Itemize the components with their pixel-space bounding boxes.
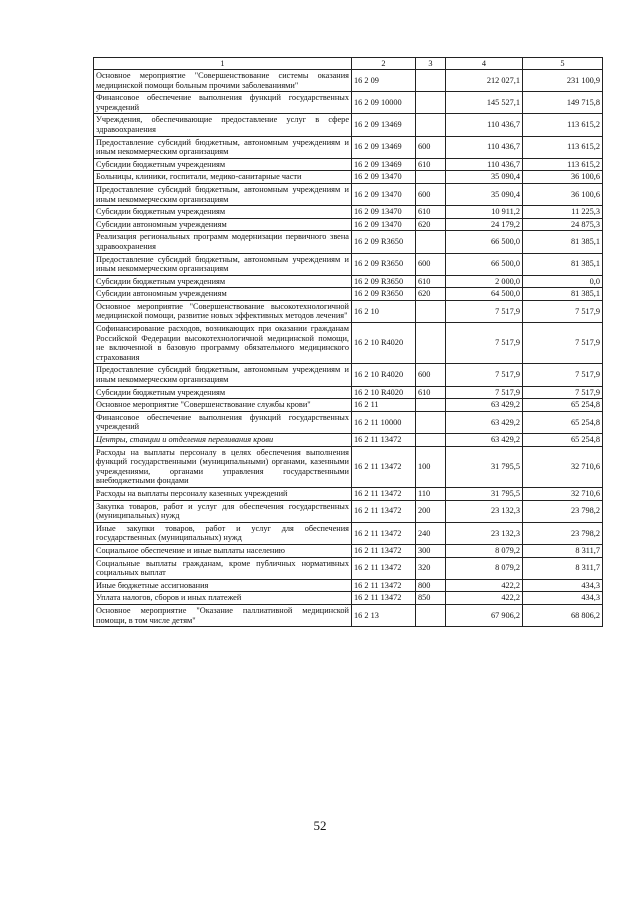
table-row <box>94 92 603 114</box>
row-value-col5: 11 225,3 <box>523 206 603 219</box>
page-number: 52 <box>313 818 327 833</box>
table-row <box>94 500 603 522</box>
row-value-col5: 68 806,2 <box>523 604 603 626</box>
row-name: Уплата налогов, сборов и иных платежей <box>94 592 352 605</box>
row-expense-type: 610 <box>416 386 446 399</box>
row-code: 16 2 11 10000 <box>352 411 416 433</box>
table-row <box>94 522 603 544</box>
row-value-col4: 7 517,9 <box>446 300 523 322</box>
row-expense-type: 800 <box>416 579 446 592</box>
row-expense-type: 600 <box>416 136 446 158</box>
table-row <box>94 206 603 219</box>
table-row <box>94 323 603 364</box>
table-row <box>94 544 603 557</box>
row-value-col4: 7 517,9 <box>446 323 523 364</box>
row-name: Основное мероприятие "Совершенствование высокотехнологичной медицинской помощи, развитие новых эффективных методов лечения" <box>94 300 352 322</box>
row-value-col4: 10 911,2 <box>446 206 523 219</box>
row-value-col4: 7 517,9 <box>446 364 523 386</box>
row-value-col4: 212 027,1 <box>446 70 523 92</box>
row-code: 16 2 13 <box>352 604 416 626</box>
row-name: Основное мероприятие "Совершенствование службы крови" <box>94 399 352 412</box>
row-expense-type: 200 <box>416 500 446 522</box>
row-name: Предоставление субсидий бюджетным, автономным учреждениям и иным некоммерческим организациям <box>94 253 352 275</box>
row-code: 16 2 09 R3650 <box>352 288 416 301</box>
row-code: 16 2 11 13472 <box>352 500 416 522</box>
row-value-col4: 67 906,2 <box>446 604 523 626</box>
row-name: Основное мероприятие "Совершенствование системы оказания медицинской помощи больным прочими заболеваниями" <box>94 70 352 92</box>
row-code: 16 2 11 13472 <box>352 434 416 447</box>
table-row <box>94 364 603 386</box>
row-value-col5: 113 615,2 <box>523 158 603 171</box>
budget-table <box>93 57 603 627</box>
row-code: 16 2 09 R3650 <box>352 253 416 275</box>
table-row <box>94 70 603 92</box>
row-code: 16 2 10 R4020 <box>352 323 416 364</box>
row-value-col4: 422,2 <box>446 579 523 592</box>
row-code: 16 2 11 13472 <box>352 557 416 579</box>
row-expense-type: 320 <box>416 557 446 579</box>
table-row <box>94 434 603 447</box>
table-row <box>94 446 603 487</box>
table-row <box>94 275 603 288</box>
row-expense-type: 620 <box>416 288 446 301</box>
table-row <box>94 171 603 184</box>
row-expense-type: 100 <box>416 446 446 487</box>
row-expense-type <box>416 434 446 447</box>
row-expense-type <box>416 231 446 253</box>
column-header-4: 4 <box>446 58 523 70</box>
row-name: Социальное обеспечение и иные выплаты населению <box>94 544 352 557</box>
table-row <box>94 158 603 171</box>
row-value-col4: 35 090,4 <box>446 171 523 184</box>
table-row <box>94 399 603 412</box>
row-name: Финансовое обеспечение выполнения функций государственных учреждений <box>94 92 352 114</box>
row-value-col5: 36 100,6 <box>523 171 603 184</box>
row-value-col5: 7 517,9 <box>523 300 603 322</box>
row-name: Больницы, клиники, госпитали, медико-санитарные части <box>94 171 352 184</box>
row-name: Субсидии бюджетным учреждениям <box>94 275 352 288</box>
table-row <box>94 557 603 579</box>
column-header-3: 3 <box>416 58 446 70</box>
row-expense-type: 610 <box>416 275 446 288</box>
row-expense-type <box>416 411 446 433</box>
table-row <box>94 218 603 231</box>
row-name: Предоставление субсидий бюджетным, автономным учреждениям и иным некоммерческим организациям <box>94 364 352 386</box>
row-name: Предоставление субсидий бюджетным, автономным учреждениям и иным некоммерческим организациям <box>94 183 352 205</box>
row-value-col4: 8 079,2 <box>446 544 523 557</box>
row-value-col5: 8 311,7 <box>523 557 603 579</box>
row-name: Субсидии бюджетным учреждениям <box>94 386 352 399</box>
row-name: Расходы на выплаты персоналу казенных учреждений <box>94 487 352 500</box>
row-value-col5: 0,0 <box>523 275 603 288</box>
table-row <box>94 411 603 433</box>
table-row <box>94 592 603 605</box>
row-value-col5: 113 615,2 <box>523 114 603 136</box>
row-value-col4: 35 090,4 <box>446 183 523 205</box>
row-expense-type: 600 <box>416 183 446 205</box>
row-value-col5: 24 875,3 <box>523 218 603 231</box>
row-expense-type <box>416 70 446 92</box>
row-expense-type: 110 <box>416 487 446 500</box>
row-value-col4: 110 436,7 <box>446 114 523 136</box>
row-name: Софинансирование расходов, возникающих при оказании гражданам Российской Федерации высокотехнологичной медицинской помощи, не включенной в базовую программу обязательного медицинского страхования <box>94 323 352 364</box>
row-value-col4: 7 517,9 <box>446 386 523 399</box>
row-code: 16 2 11 <box>352 399 416 412</box>
row-value-col4: 63 429,2 <box>446 434 523 447</box>
table-row <box>94 579 603 592</box>
table-header-row <box>94 58 603 70</box>
column-header-1: 1 <box>94 58 352 70</box>
row-value-col5: 81 385,1 <box>523 288 603 301</box>
row-value-col4: 2 000,0 <box>446 275 523 288</box>
row-value-col5: 65 254,8 <box>523 411 603 433</box>
row-name: Основное мероприятие "Оказание паллиативной медицинской помощи, в том числе детям" <box>94 604 352 626</box>
row-name: Реализация региональных программ модернизации первичного звена здравоохранения <box>94 231 352 253</box>
row-value-col5: 32 710,6 <box>523 446 603 487</box>
row-value-col5: 434,3 <box>523 592 603 605</box>
row-value-col4: 63 429,2 <box>446 411 523 433</box>
row-name: Расходы на выплаты персоналу в целях обеспечения выполнения функций государственными (муниципальными) органами, казенными учреждениями, органами управления государственными внебюджетными фондами <box>94 446 352 487</box>
row-expense-type: 240 <box>416 522 446 544</box>
row-value-col4: 110 436,7 <box>446 158 523 171</box>
row-expense-type <box>416 300 446 322</box>
row-value-col5: 8 311,7 <box>523 544 603 557</box>
row-value-col4: 422,2 <box>446 592 523 605</box>
column-header-5: 5 <box>523 58 603 70</box>
row-expense-type <box>416 399 446 412</box>
row-value-col4: 110 436,7 <box>446 136 523 158</box>
row-name: Закупка товаров, работ и услуг для обеспечения государственных (муниципальных) нужд <box>94 500 352 522</box>
row-code: 16 2 11 13472 <box>352 487 416 500</box>
row-name: Субсидии автономным учреждениям <box>94 288 352 301</box>
row-value-col5: 149 715,8 <box>523 92 603 114</box>
row-name: Субсидии автономным учреждениям <box>94 218 352 231</box>
row-value-col4: 66 500,0 <box>446 231 523 253</box>
row-value-col5: 231 100,9 <box>523 70 603 92</box>
table-body <box>94 70 603 627</box>
row-name: Финансовое обеспечение выполнения функций государственных учреждений <box>94 411 352 433</box>
table-row <box>94 300 603 322</box>
row-code: 16 2 11 13472 <box>352 592 416 605</box>
row-code: 16 2 09 13470 <box>352 183 416 205</box>
table-row <box>94 183 603 205</box>
row-value-col4: 24 179,2 <box>446 218 523 231</box>
row-code: 16 2 09 <box>352 70 416 92</box>
row-value-col5: 23 798,2 <box>523 522 603 544</box>
row-code: 16 2 10 <box>352 300 416 322</box>
row-expense-type: 610 <box>416 206 446 219</box>
table-row <box>94 231 603 253</box>
row-value-col5: 65 254,8 <box>523 434 603 447</box>
table-row <box>94 253 603 275</box>
row-name: Социальные выплаты гражданам, кроме публичных нормативных социальных выплат <box>94 557 352 579</box>
row-code: 16 2 09 13470 <box>352 218 416 231</box>
row-value-col4: 66 500,0 <box>446 253 523 275</box>
row-code: 16 2 09 13470 <box>352 206 416 219</box>
row-code: 16 2 11 13472 <box>352 544 416 557</box>
row-expense-type: 600 <box>416 364 446 386</box>
row-code: 16 2 09 13469 <box>352 114 416 136</box>
row-value-col4: 31 795,5 <box>446 446 523 487</box>
row-value-col5: 7 517,9 <box>523 364 603 386</box>
row-expense-type: 610 <box>416 158 446 171</box>
row-value-col4: 31 795,5 <box>446 487 523 500</box>
row-value-col4: 63 429,2 <box>446 399 523 412</box>
row-value-col5: 36 100,6 <box>523 183 603 205</box>
column-header-2: 2 <box>352 58 416 70</box>
row-name: Учреждения, обеспечивающие предоставление услуг в сфере здравоохранения <box>94 114 352 136</box>
table-row <box>94 386 603 399</box>
row-value-col5: 65 254,8 <box>523 399 603 412</box>
table-row <box>94 604 603 626</box>
row-name: Центры, станции и отделения переливания крови <box>94 434 352 447</box>
row-value-col5: 23 798,2 <box>523 500 603 522</box>
row-code: 16 2 09 13469 <box>352 136 416 158</box>
row-expense-type <box>416 171 446 184</box>
row-name: Предоставление субсидий бюджетным, автономным учреждениям и иным некоммерческим организациям <box>94 136 352 158</box>
row-value-col5: 7 517,9 <box>523 386 603 399</box>
row-expense-type: 620 <box>416 218 446 231</box>
row-code: 16 2 10 R4020 <box>352 386 416 399</box>
row-expense-type: 850 <box>416 592 446 605</box>
row-code: 16 2 09 R3650 <box>352 231 416 253</box>
row-name: Субсидии бюджетным учреждениям <box>94 206 352 219</box>
row-expense-type <box>416 323 446 364</box>
row-value-col5: 32 710,6 <box>523 487 603 500</box>
row-expense-type <box>416 604 446 626</box>
row-value-col5: 81 385,1 <box>523 253 603 275</box>
table-row <box>94 487 603 500</box>
row-name: Субсидии бюджетным учреждениям <box>94 158 352 171</box>
row-expense-type: 300 <box>416 544 446 557</box>
table-row <box>94 114 603 136</box>
row-code: 16 2 09 13470 <box>352 171 416 184</box>
row-value-col5: 81 385,1 <box>523 231 603 253</box>
table-row <box>94 136 603 158</box>
row-code: 16 2 09 13469 <box>352 158 416 171</box>
row-code: 16 2 09 R3650 <box>352 275 416 288</box>
row-code: 16 2 10 R4020 <box>352 364 416 386</box>
row-expense-type <box>416 114 446 136</box>
row-value-col5: 434,3 <box>523 579 603 592</box>
row-value-col5: 113 615,2 <box>523 136 603 158</box>
row-value-col4: 64 500,0 <box>446 288 523 301</box>
row-value-col5: 7 517,9 <box>523 323 603 364</box>
table-row <box>94 288 603 301</box>
row-value-col4: 23 132,3 <box>446 500 523 522</box>
row-code: 16 2 11 13472 <box>352 446 416 487</box>
row-code: 16 2 11 13472 <box>352 522 416 544</box>
row-value-col4: 8 079,2 <box>446 557 523 579</box>
row-name: Иные закупки товаров, работ и услуг для обеспечения государственных (муниципальных) нужд <box>94 522 352 544</box>
row-code: 16 2 09 10000 <box>352 92 416 114</box>
row-code: 16 2 11 13472 <box>352 579 416 592</box>
row-expense-type <box>416 92 446 114</box>
row-expense-type: 600 <box>416 253 446 275</box>
row-name: Иные бюджетные ассигнования <box>94 579 352 592</box>
row-value-col4: 23 132,3 <box>446 522 523 544</box>
row-value-col4: 145 527,1 <box>446 92 523 114</box>
